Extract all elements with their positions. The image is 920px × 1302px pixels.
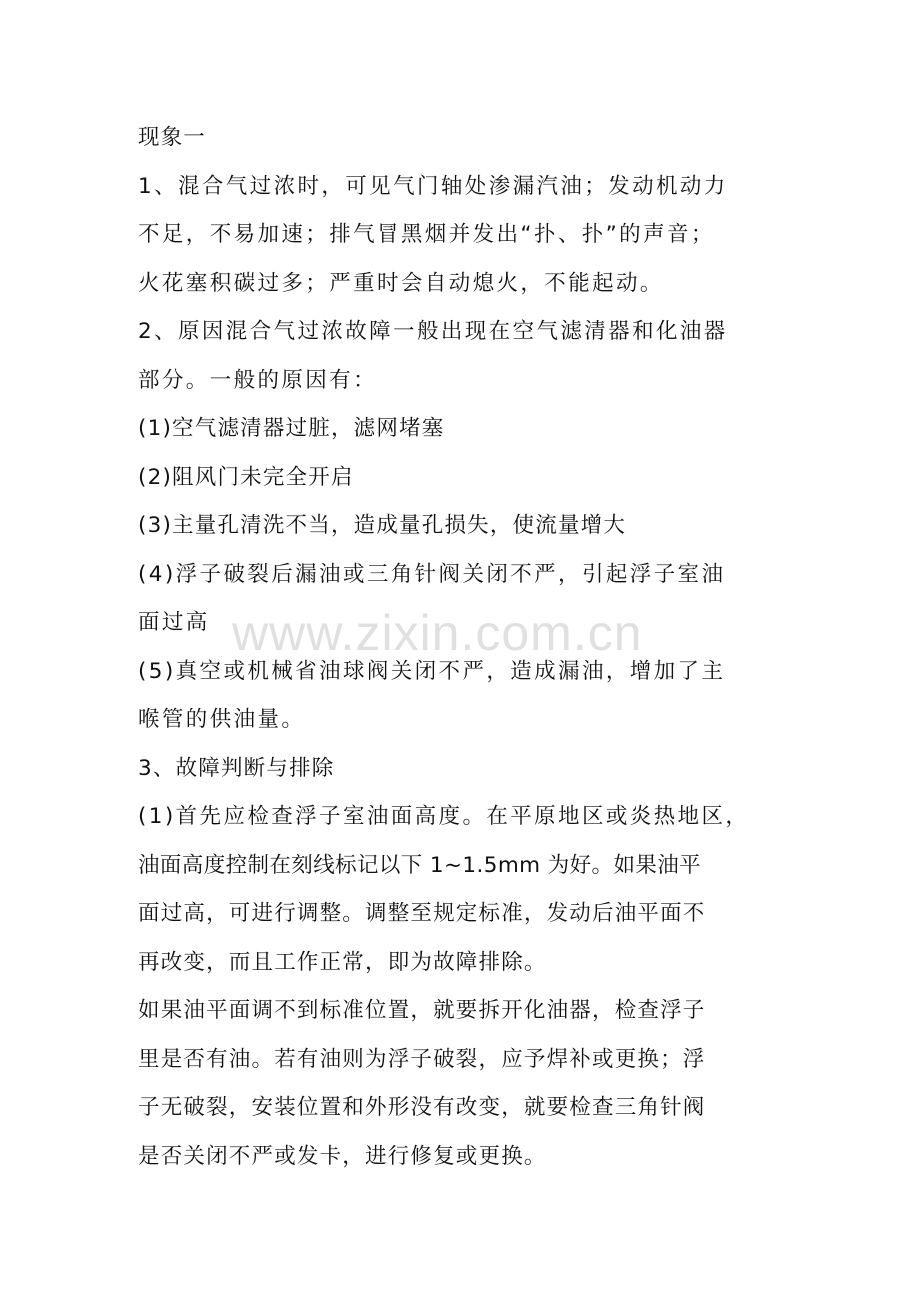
list-item: (1)空气滤清器过脏，滤网堵塞 (138, 416, 445, 441)
paragraph-line: 2、原因混合气过浓故障一般出现在空气滤清器和化油器 (138, 319, 728, 344)
section-heading: 现象一 (138, 125, 207, 150)
paragraph-line: 再改变，而且工作正常，即为故障排除。 (138, 949, 547, 975)
list-item-continuation: 喉管的供油量。 (138, 707, 306, 732)
paragraph-line: 子无破裂，安装位置和外形没有改变，就要检查三角针阀 (138, 1095, 706, 1120)
paragraph-line: 不足，不易加速；排气冒黑烟并发出“扑、扑”的声音； (138, 222, 715, 247)
list-item: (4)浮子破裂后漏油或三角针阀关闭不严，引起浮子室油 (138, 561, 726, 587)
list-item: (2)阻风门未完全开启 (138, 464, 354, 490)
list-item-continuation: 面过高 (138, 610, 210, 635)
document-body (138, 114, 778, 1181)
paragraph-line: (1)首先应检查浮子室油面高度。在平原地区或炎热地区， (138, 804, 750, 829)
paragraph-line: 油面高度控制在刻线标记以下 1~1.5mm 为好。如果油平 (138, 852, 702, 878)
paragraph-line: 火花塞积碳过多；严重时会自动熄火，不能起动。 (138, 270, 664, 296)
paragraph-line: 1、混合气过浓时，可见气门轴处渗漏汽油；发动机动力 (138, 173, 728, 199)
paragraph-line: 是否关闭不严或发卡，进行修复或更换。 (138, 1143, 547, 1169)
list-item: (3)主量孔清洗不当，造成量孔损失，使流量增大 (138, 513, 627, 538)
paragraph-line: 如果油平面调不到标准位置，就要拆开化油器，检查浮子 (138, 998, 706, 1023)
watermark-text: www.zixin.com.cn (232, 605, 643, 661)
paragraph-line: 部分。一般的原因有： (138, 367, 378, 393)
section-heading: 3、故障判断与排除 (138, 755, 335, 781)
paragraph-line: 里是否有油。若有油则为浮子破裂，应予焊补或更换；浮 (138, 1046, 706, 1072)
list-item: (5)真空或机械省油球阀关闭不严，造成漏油，增加了主 (138, 658, 726, 684)
paragraph-line: 面过高，可进行调整。调整至规定标准，发动后油平面不 (138, 901, 706, 926)
